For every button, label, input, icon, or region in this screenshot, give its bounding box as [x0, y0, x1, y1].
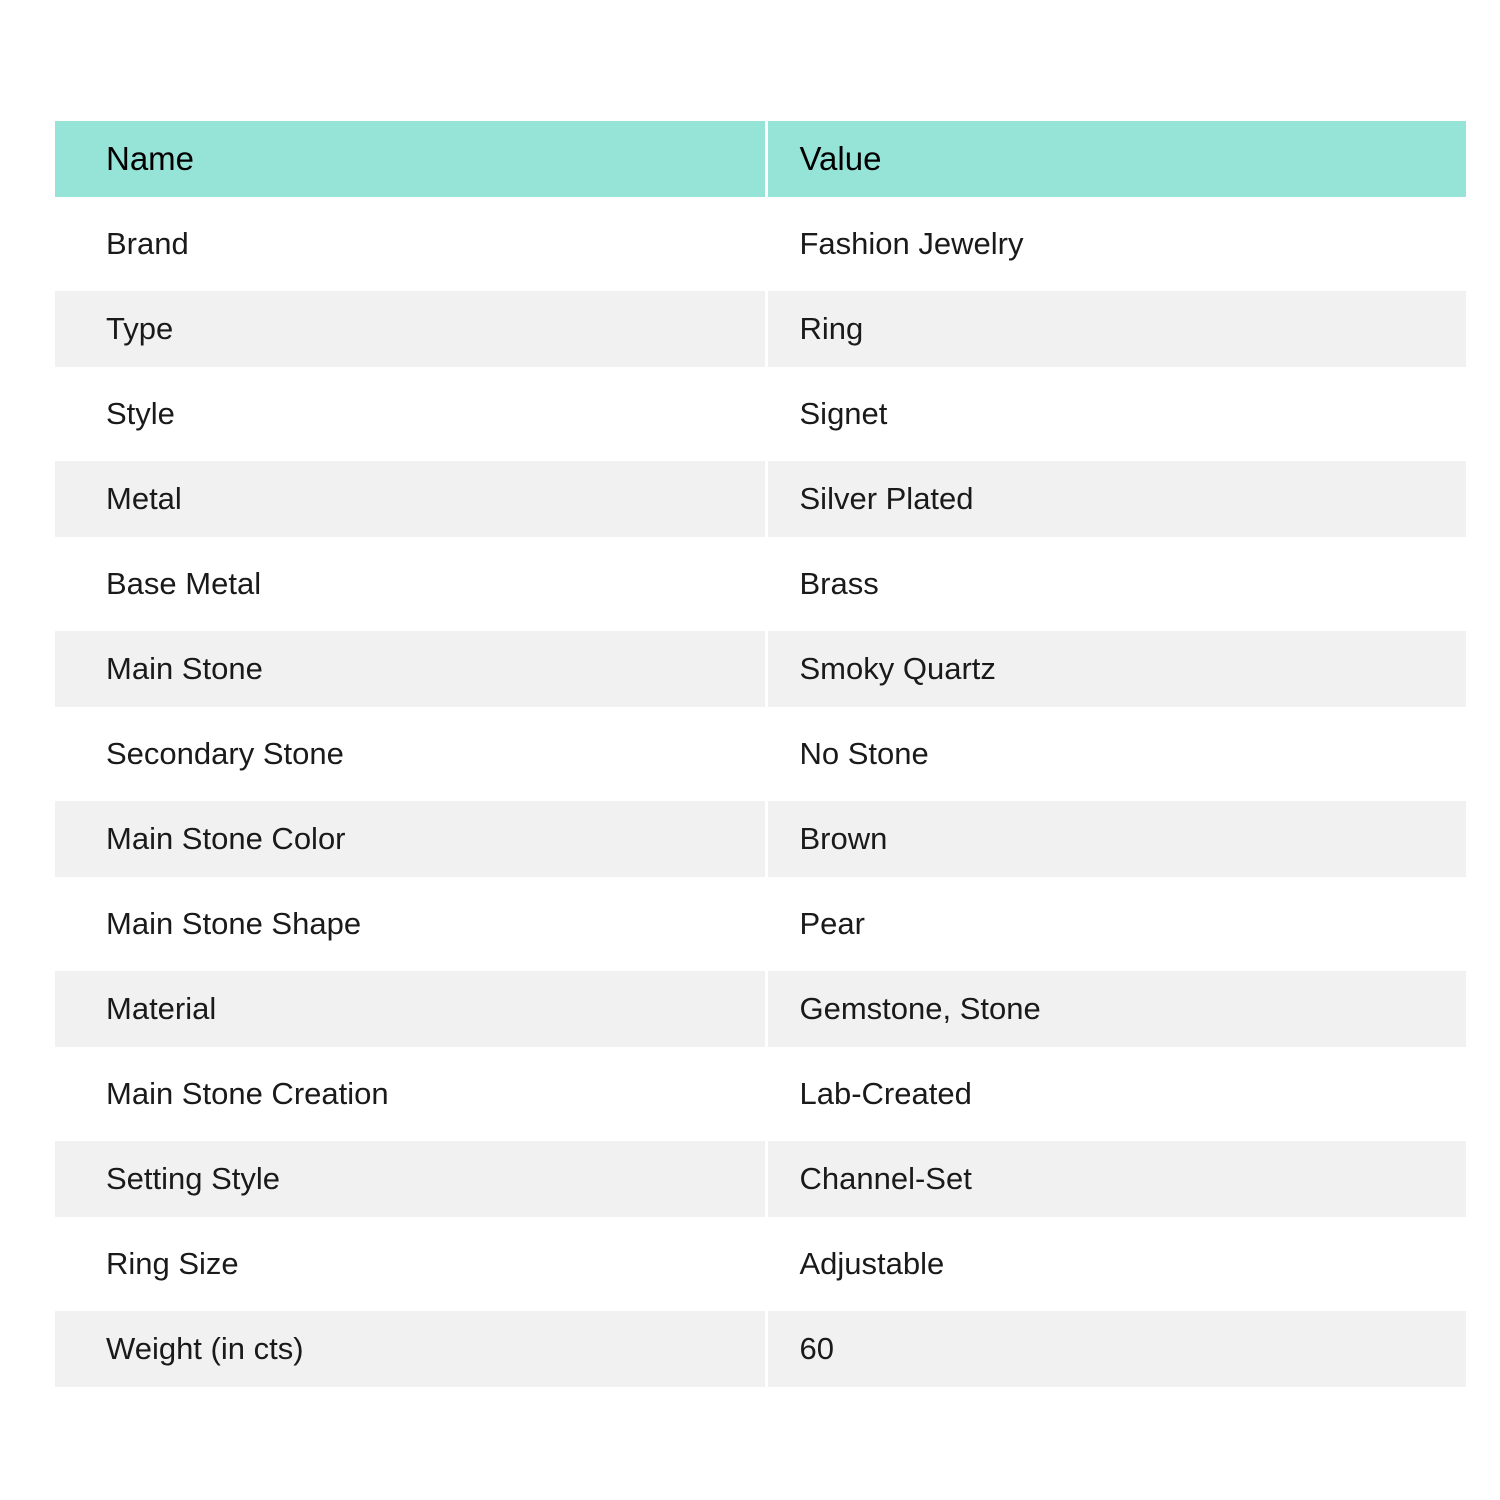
- attribute-name-cell: Ring Size: [55, 1217, 766, 1311]
- attribute-name-cell: Main Stone Shape: [55, 877, 766, 971]
- attribute-name-cell: Style: [55, 367, 766, 461]
- attribute-value-cell: Pear: [766, 877, 1466, 971]
- table-row: [55, 1217, 1466, 1311]
- attribute-value-cell: Channel-Set: [766, 1141, 1466, 1217]
- attribute-value-cell: Brown: [766, 801, 1466, 877]
- table-row: [55, 877, 1466, 971]
- attribute-name-cell: Setting Style: [55, 1141, 766, 1217]
- table-row: [55, 631, 1466, 707]
- attribute-value-cell: 60: [766, 1311, 1466, 1387]
- attribute-name-cell: Brand: [55, 197, 766, 291]
- attribute-value-cell: Gemstone, Stone: [766, 971, 1466, 1047]
- table-row: [55, 461, 1466, 537]
- attribute-name-cell: Main Stone Color: [55, 801, 766, 877]
- attribute-name-cell: Metal: [55, 461, 766, 537]
- table-row: [55, 1047, 1466, 1141]
- attribute-name-cell: Weight (in cts): [55, 1311, 766, 1387]
- attribute-name-cell: Material: [55, 971, 766, 1047]
- attribute-value-cell: Signet: [766, 367, 1466, 461]
- table-row: [55, 1141, 1466, 1217]
- attribute-value-cell: Brass: [766, 537, 1466, 631]
- table-row: [55, 291, 1466, 367]
- attribute-value-cell: Smoky Quartz: [766, 631, 1466, 707]
- attribute-value-cell: Lab-Created: [766, 1047, 1466, 1141]
- table-header-row: [55, 121, 1466, 197]
- attribute-value-cell: Ring: [766, 291, 1466, 367]
- table-row: [55, 537, 1466, 631]
- column-header-name: Name: [55, 121, 766, 197]
- table-row: [55, 801, 1466, 877]
- column-header-value: Value: [766, 121, 1466, 197]
- attribute-value-cell: No Stone: [766, 707, 1466, 801]
- table-row: [55, 707, 1466, 801]
- table-row: [55, 197, 1466, 291]
- attribute-value-cell: Silver Plated: [766, 461, 1466, 537]
- attribute-name-cell: Type: [55, 291, 766, 367]
- attribute-value-cell: Fashion Jewelry: [766, 197, 1466, 291]
- table-body: [55, 197, 1466, 1387]
- table-row: [55, 971, 1466, 1047]
- attribute-name-cell: Secondary Stone: [55, 707, 766, 801]
- attribute-name-cell: Main Stone: [55, 631, 766, 707]
- attribute-name-cell: Base Metal: [55, 537, 766, 631]
- table-row: [55, 1311, 1466, 1387]
- attribute-value-cell: Adjustable: [766, 1217, 1466, 1311]
- table-row: [55, 367, 1466, 461]
- attribute-name-cell: Main Stone Creation: [55, 1047, 766, 1141]
- product-spec-table: [55, 121, 1466, 1387]
